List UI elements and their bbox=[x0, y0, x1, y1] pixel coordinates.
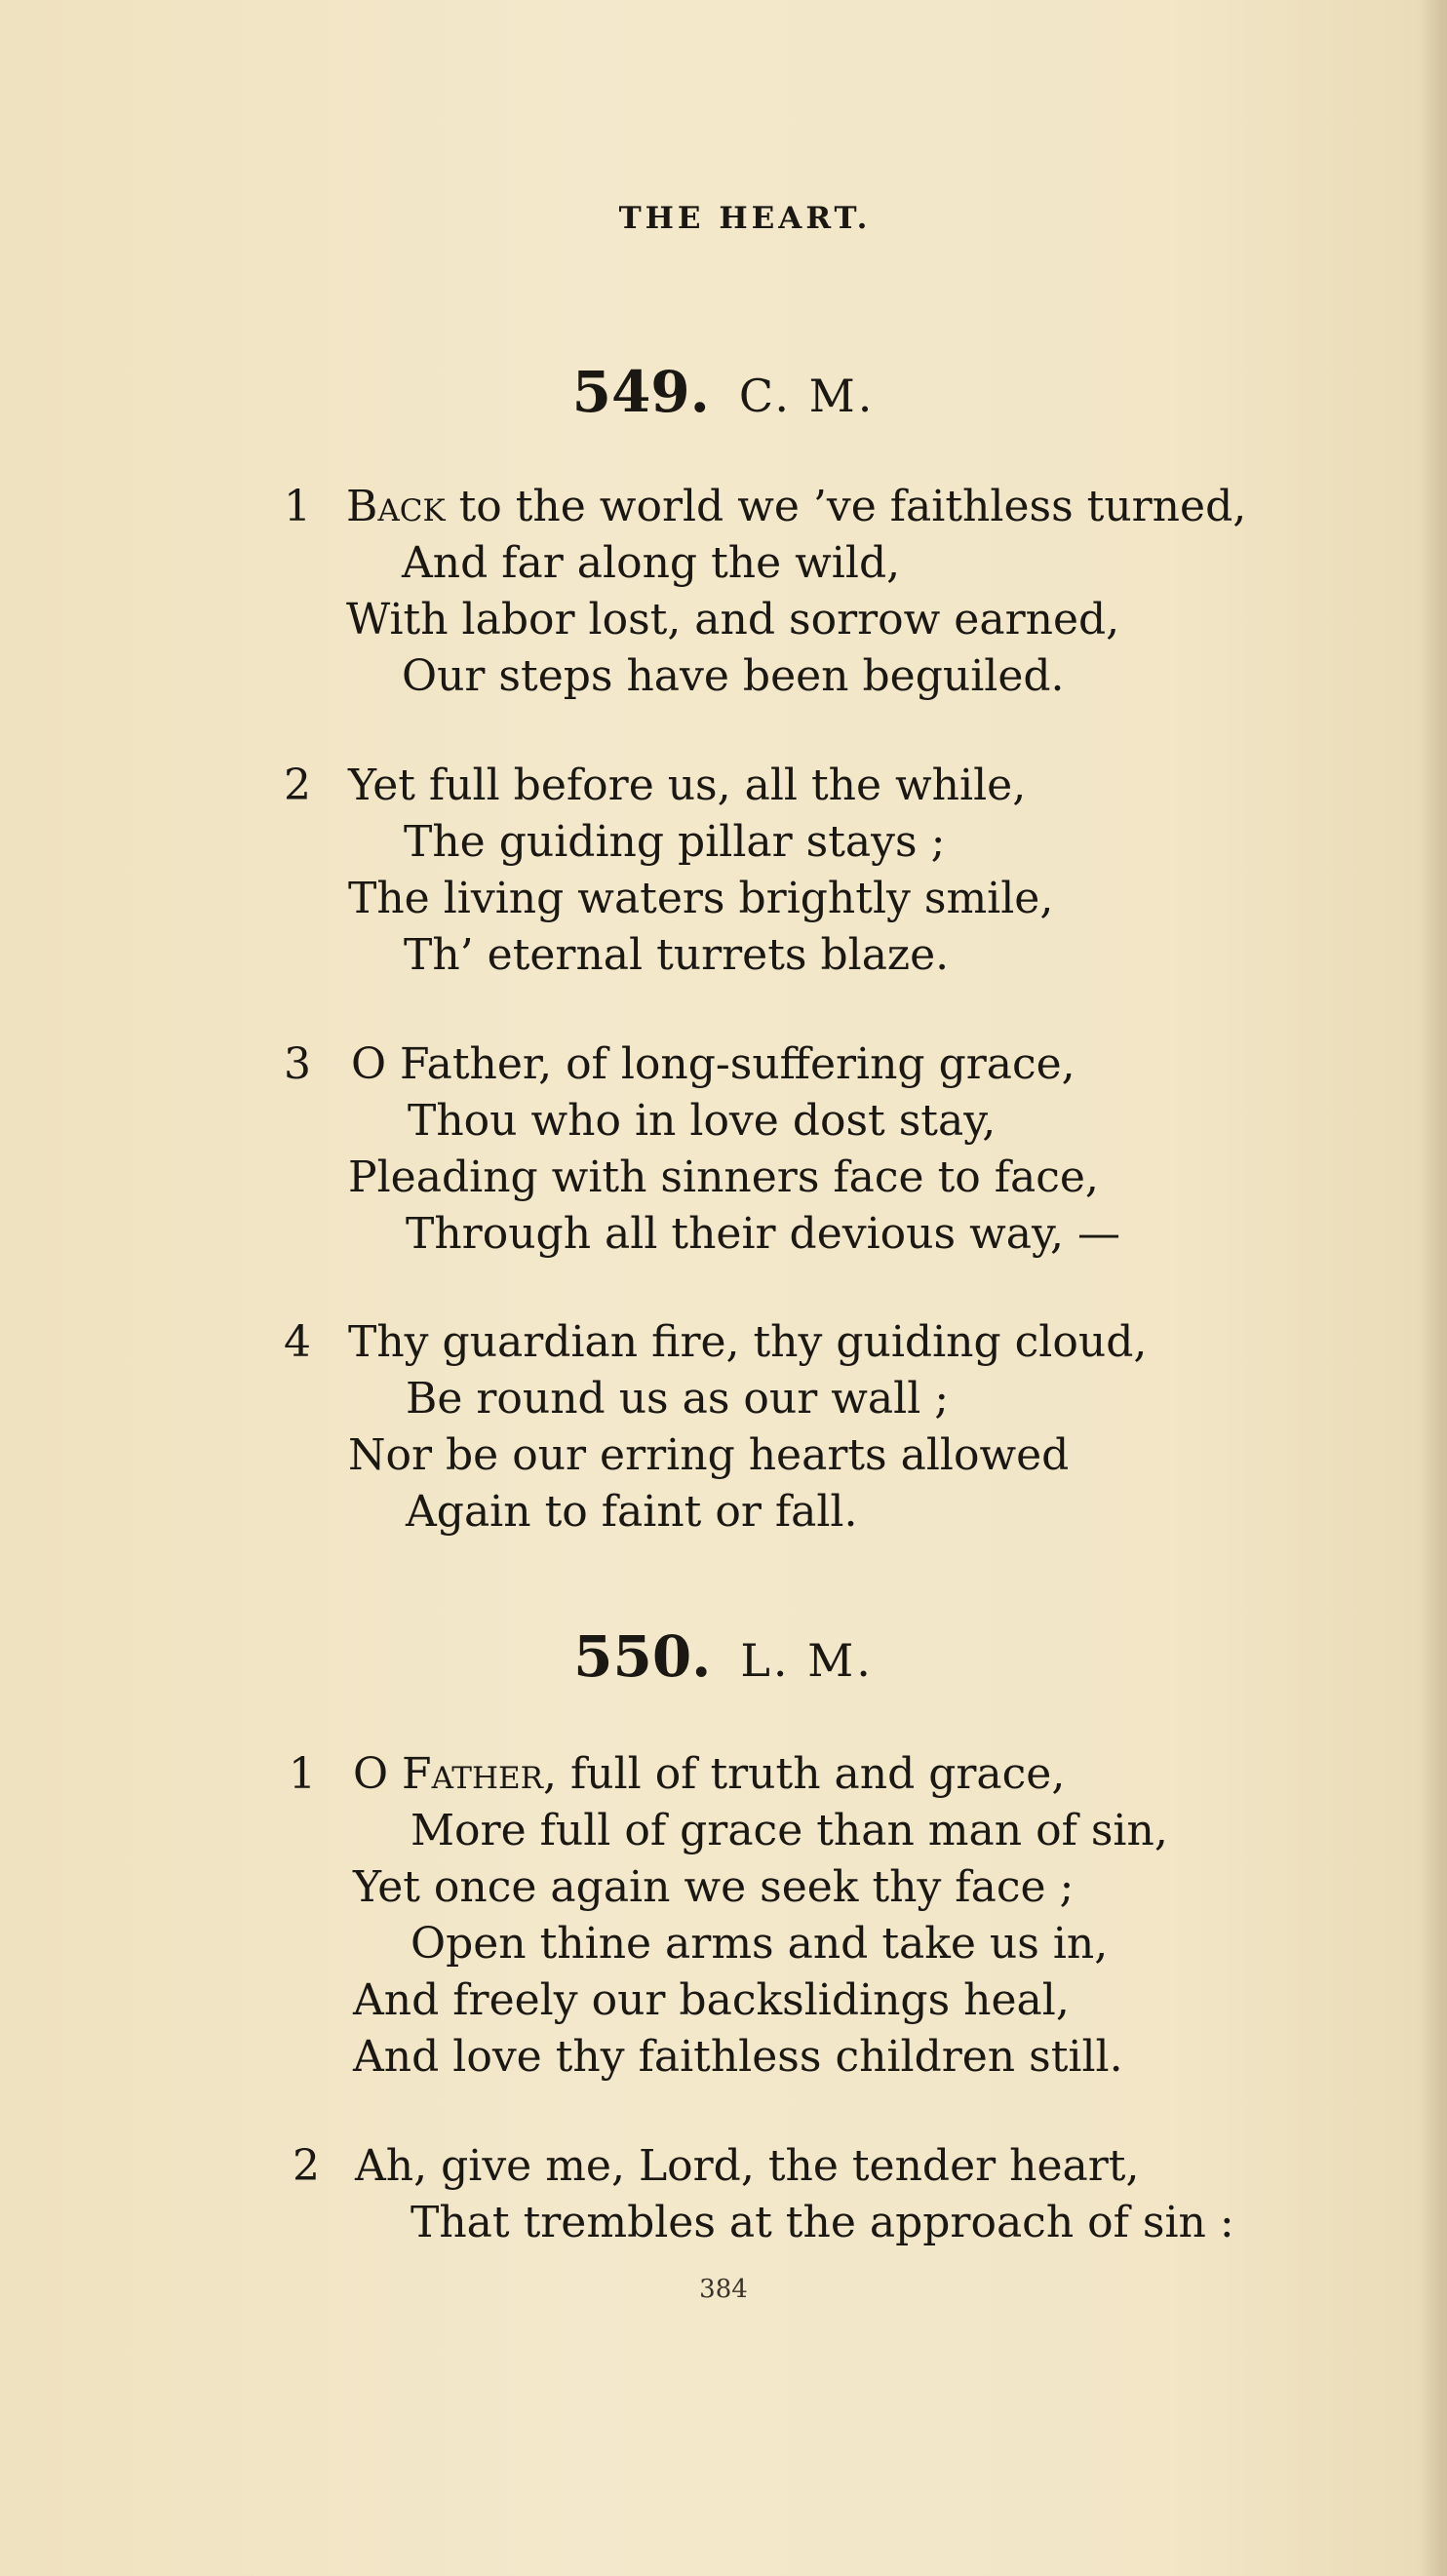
verse-line: Ah, give me, Lord, the tender heart, bbox=[355, 2141, 1140, 2191]
stanza-number: 1 bbox=[289, 1749, 316, 1799]
hymn-number: 549. bbox=[571, 359, 710, 425]
verse-line: And love thy faithless children still. bbox=[353, 2032, 1123, 2082]
hymn-meter: L. M. bbox=[740, 1634, 874, 1687]
verse-line: Nor be our erring hearts allowed bbox=[348, 1430, 1070, 1480]
verse-line: And freely our backslidings heal, bbox=[353, 1975, 1070, 2025]
verse-line: And far along the wild, bbox=[402, 538, 901, 588]
stanza-number: 2 bbox=[284, 761, 311, 810]
verse-line: With labor lost, and sorrow earned, bbox=[346, 595, 1120, 644]
hymn-number: 550. bbox=[573, 1623, 712, 1690]
verse-line: The guiding pillar stays ; bbox=[404, 817, 946, 867]
verse-line: Thy guardian fire, thy guiding cloud, bbox=[348, 1317, 1148, 1367]
verse-line: The living waters brightly smile, bbox=[348, 874, 1054, 923]
verse-line: Our steps have been beguiled. bbox=[402, 651, 1065, 701]
stanza-number: 4 bbox=[284, 1317, 311, 1367]
page-number: 384 bbox=[699, 2275, 748, 2304]
verse-line: Again to faint or fall. bbox=[406, 1487, 858, 1537]
verse-line: Yet full before us, all the while, bbox=[348, 761, 1027, 810]
hymn-heading bbox=[0, 359, 1447, 425]
verse-line bbox=[353, 1749, 1066, 1799]
verse-line: Yet once again we seek thy face ; bbox=[353, 1862, 1075, 1912]
hymn-meter: C. M. bbox=[738, 370, 876, 422]
verse-line: Thou who in love dost stay, bbox=[408, 1096, 997, 1146]
running-head: THE HEART. bbox=[618, 201, 872, 236]
verse-line-text: to the world we ’ve faithless turned, bbox=[445, 482, 1247, 531]
verse-line bbox=[346, 482, 1247, 531]
verse-line: Th’ eternal turrets blaze. bbox=[404, 930, 950, 980]
verse-line-text: full of truth and grace, bbox=[556, 1749, 1066, 1799]
verse-lead-word: O Father, bbox=[353, 1749, 557, 1799]
verse-line: More full of grace than man of sin, bbox=[411, 1806, 1168, 1855]
hymn-heading bbox=[0, 1623, 1447, 1690]
stanza-number: 1 bbox=[284, 482, 311, 531]
verse-line: O Father, of long-suffering grace, bbox=[351, 1039, 1075, 1089]
verse-line: That trembles at the approach of sin : bbox=[411, 2198, 1234, 2247]
verse-line: Open thine arms and take us in, bbox=[411, 1919, 1109, 1969]
stanza-number: 2 bbox=[293, 2141, 320, 2191]
verse-line: Pleading with sinners face to face, bbox=[348, 1152, 1099, 1202]
verse-line: Through all their devious way, — bbox=[406, 1209, 1120, 1259]
verse-lead-word: Back bbox=[346, 482, 446, 531]
verse-line: Be round us as our wall ; bbox=[406, 1374, 950, 1424]
stanza-number: 3 bbox=[284, 1039, 311, 1089]
